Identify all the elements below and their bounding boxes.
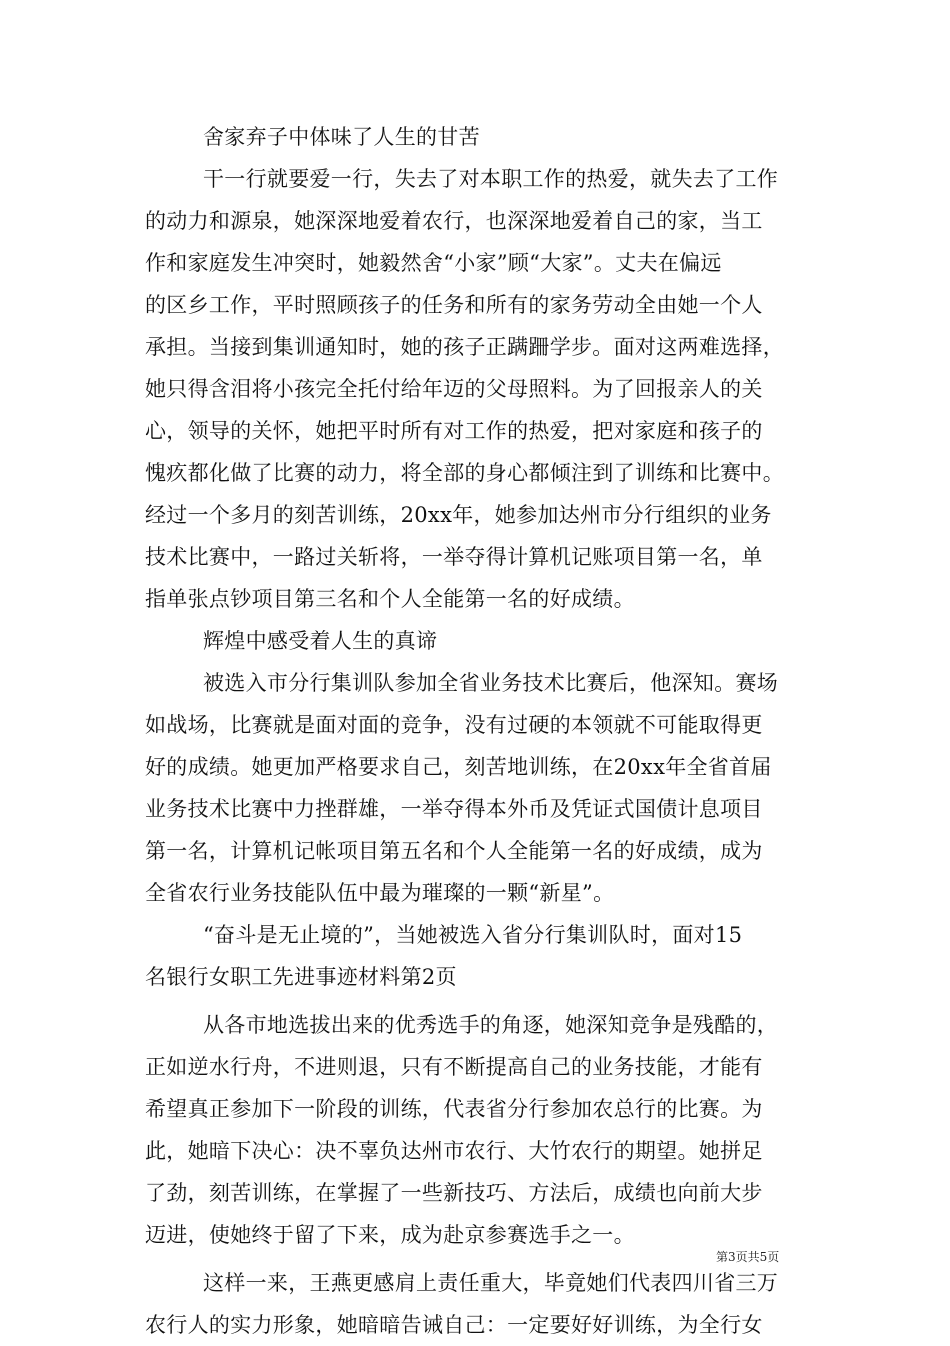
text-line: 舍家弃子中体味了人生的甘苦: [203, 125, 480, 149]
text-line: 指单张点钞项目第三名和个人全能第一名的好成绩。: [145, 587, 635, 611]
text-line: 全省农行业务技能队伍中最为璀璨的一颗“新星”。: [145, 881, 615, 905]
text-line: 的动力和源泉，她深深地爱着农行，也深深地爱着自己的家，当工: [145, 209, 763, 233]
text-line: 她只得含泪将小孩完全托付给年迈的父母照料。为了回报亲人的关: [145, 377, 763, 401]
text-line: 希望真正参加下一阶段的训练，代表省分行参加农总行的比赛。为: [145, 1097, 763, 1121]
text-line: 技术比赛中，一路过关斩将，一举夺得计算机记账项目第一名，单: [145, 545, 763, 569]
text-line: 好的成绩。她更加严格要求自己，刻苦地训练，在20xx年全省首届: [145, 755, 772, 779]
text-line: 了劲，刻苦训练，在掌握了一些新技巧、方法后，成绩也向前大步: [145, 1181, 763, 1205]
text-line: 迈进，使她终于留了下来，成为赴京参赛选手之一。: [145, 1223, 635, 1247]
text-line: 经过一个多月的刻苦训练，20xx年，她参加达州市分行组织的业务: [145, 503, 772, 527]
text-line: 此，她暗下决心：决不辜负达州市农行、大竹农行的期望。她拼足: [145, 1139, 763, 1163]
document-body: [145, 116, 810, 1346]
text-line: 辉煌中感受着人生的真谛: [203, 629, 438, 653]
text-line: 第一名，计算机记帐项目第五名和个人全能第一名的好成绩，成为: [145, 839, 763, 863]
text-line: 正如逆水行舟，不进则退，只有不断提高自己的业务技能，才能有: [145, 1055, 763, 1079]
text-line: 的区乡工作，平时照顾孩子的任务和所有的家务劳动全由她一个人: [145, 293, 763, 317]
text-line: 干一行就要爱一行，失去了对本职工作的热爱，就失去了工作: [203, 167, 779, 191]
text-line: 承担。当接到集训通知时，她的孩子正蹒跚学步。面对这两难选择，: [145, 335, 784, 359]
text-line: 名银行女职工先进事迹材料第2页: [145, 965, 457, 989]
text-line: 这样一来，王燕更感肩上责任重大，毕竟她们代表四川省三万: [203, 1271, 779, 1295]
page-footer: 第3页共5页: [716, 1250, 780, 1264]
text-line: 如战场，比赛就是面对面的竞争，没有过硬的本领就不可能取得更: [145, 713, 763, 737]
text-line: 从各市地选拔出来的优秀选手的角逐，她深知竞争是残酷的，: [203, 1013, 779, 1037]
text-line: 心，领导的关怀，她把平时所有对工作的热爱，把对家庭和孩子的: [145, 419, 763, 443]
text-line: 作和家庭发生冲突时，她毅然舍“小家”顾“大家”。丈夫在偏远: [145, 251, 722, 275]
text-line: “奋斗是无止境的”，当她被选入省分行集训队时，面对15: [203, 923, 743, 947]
text-line: 愧疚都化做了比赛的动力，将全部的身心都倾注到了训练和比赛中。: [145, 461, 784, 485]
text-line: 被选入市分行集训队参加全省业务技术比赛后，他深知。赛场: [203, 671, 779, 695]
text-line: 农行人的实力形象，她暗暗告诫自己：一定要好好训练，为全行女: [145, 1313, 763, 1337]
text-line: 业务技术比赛中力挫群雄，一举夺得本外币及凭证式国债计息项目: [145, 797, 763, 821]
